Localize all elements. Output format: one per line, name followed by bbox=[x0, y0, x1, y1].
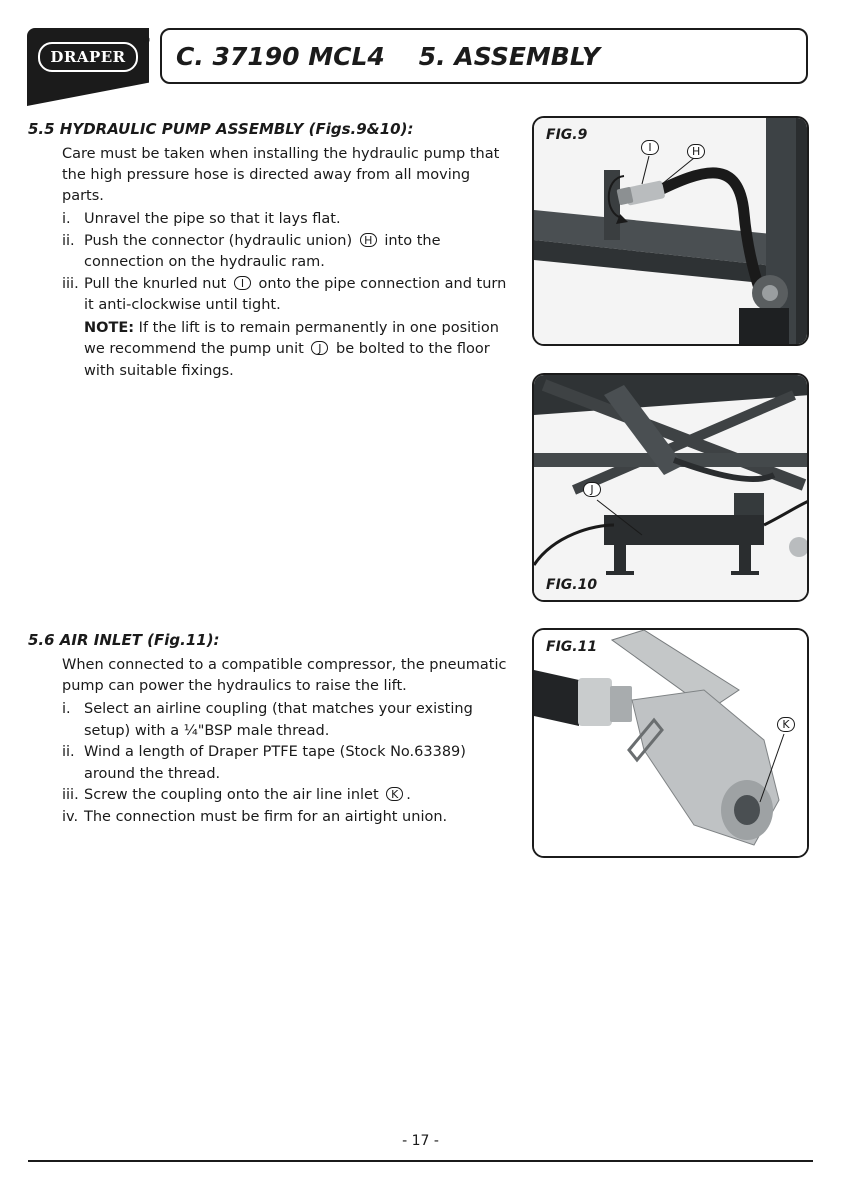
list-text: Select an airline coupling (that matches your existing setup) with a ¼"BSP male thread. bbox=[84, 701, 473, 739]
section-intro: When connected to a compatible compressor, the pneumatic pump can power the hydraulics to raise the lift. bbox=[62, 657, 507, 694]
list-item bbox=[28, 742, 518, 785]
section-heading: 5.5 HYDRAULIC PUMP ASSEMBLY (Figs.9&10): bbox=[28, 120, 414, 138]
draper-logo bbox=[38, 42, 138, 72]
list-number: iii. bbox=[62, 275, 79, 292]
note bbox=[28, 318, 518, 383]
fig11-callout-k: K bbox=[777, 717, 795, 732]
part-tag-i: I bbox=[234, 276, 251, 290]
list-text: Screw the coupling onto the air line inlet bbox=[84, 787, 379, 803]
note-text: If the lift is to remain permanently in one position we recommend the pump unit bbox=[84, 319, 499, 357]
note-text: be bolted to the floor with suitable fixings. bbox=[84, 341, 490, 379]
list-text: into the connection on the hydraulic ram. bbox=[84, 232, 441, 270]
footer-rule bbox=[28, 1160, 813, 1162]
list-text: . bbox=[406, 787, 411, 803]
part-tag-h: H bbox=[360, 233, 377, 247]
list-item bbox=[28, 785, 518, 807]
list-text: The connection must be firm for an airtight union. bbox=[84, 808, 448, 825]
fig10-photo bbox=[534, 375, 809, 602]
section-heading: 5.6 AIR INLET (Fig.11): bbox=[28, 631, 220, 649]
fig9-callout-h: H bbox=[687, 144, 705, 159]
list-number: iv. bbox=[62, 808, 79, 825]
fig11-label: FIG.11 bbox=[546, 639, 598, 655]
list-text: Unravel the pipe so that it lays flat. bbox=[84, 211, 341, 227]
fig9-photo bbox=[534, 118, 809, 346]
list-item bbox=[28, 807, 518, 829]
list-text: Push the connector (hydraulic union) bbox=[84, 232, 353, 249]
list-item bbox=[28, 274, 518, 317]
logo-text: DRAPER bbox=[50, 48, 126, 66]
list-number: iii. bbox=[62, 787, 79, 803]
registered-mark: ® bbox=[142, 36, 151, 46]
list-number: i. bbox=[62, 701, 71, 717]
fig9-callout-i: I bbox=[641, 140, 659, 155]
instruction-list bbox=[28, 699, 518, 828]
section-hydraulic-pump bbox=[28, 118, 518, 382]
model-code: C. 37190 MCL4 bbox=[176, 41, 385, 71]
instruction-list bbox=[28, 209, 518, 317]
list-item bbox=[28, 699, 518, 742]
list-text: onto the pipe connection and turn it anti-clockwise until tight. bbox=[84, 275, 507, 313]
list-number: i. bbox=[62, 211, 71, 227]
list-number: ii. bbox=[62, 744, 75, 760]
list-number: ii. bbox=[62, 232, 75, 249]
list-item bbox=[28, 209, 518, 231]
list-item bbox=[28, 231, 518, 274]
list-text: Wind a length of Draper PTFE tape (Stock No.63389) around the thread. bbox=[84, 744, 466, 782]
list-text: Pull the knurled nut bbox=[84, 275, 227, 292]
section-intro: Care must be taken when installing the hydraulic pump that the high pressure hose is directed away from all moving parts. bbox=[62, 146, 500, 204]
fig10-label: FIG.10 bbox=[546, 577, 598, 593]
section-air-inlet bbox=[28, 629, 518, 828]
figure-9 bbox=[532, 116, 809, 346]
part-tag-k: K bbox=[386, 787, 403, 801]
section-title: 5. ASSEMBLY bbox=[418, 41, 600, 71]
fig10-callout-j: J bbox=[583, 482, 601, 497]
figure-11 bbox=[532, 628, 809, 858]
note-label: NOTE: bbox=[84, 319, 135, 336]
page-number: - 17 - bbox=[402, 1133, 439, 1149]
fig9-label: FIG.9 bbox=[546, 127, 588, 143]
page-title-box bbox=[160, 28, 808, 84]
part-tag-j: J bbox=[311, 341, 328, 355]
figure-10 bbox=[532, 373, 809, 602]
fig11-photo bbox=[534, 630, 809, 858]
